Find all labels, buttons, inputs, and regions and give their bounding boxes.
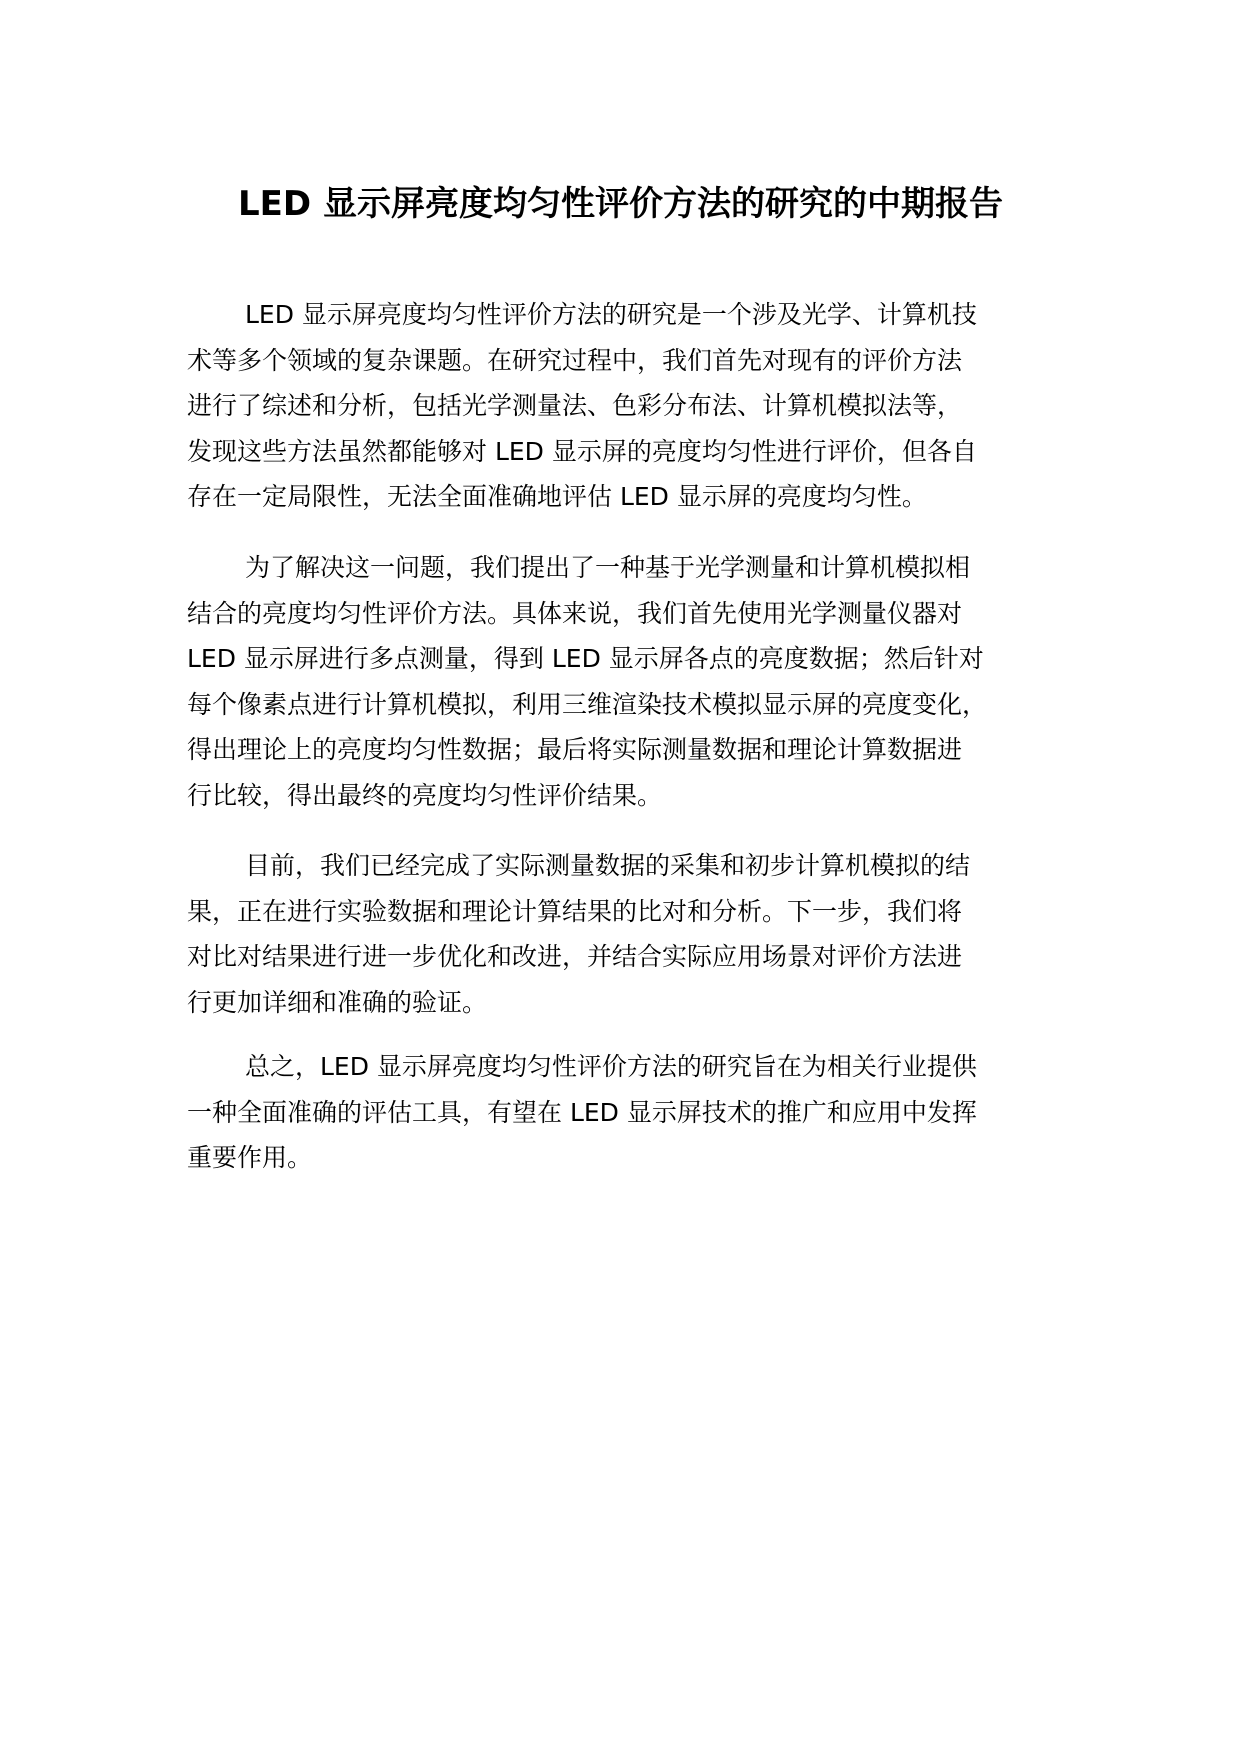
paragraph-line: 重要作用。 [187,1143,313,1173]
paragraph-line: 结合的亮度均匀性评价方法。具体来说，我们首先使用光学测量仪器对 [187,598,963,628]
paragraph-line: LED 显示屏亮度均匀性评价方法的研究是一个涉及光学、计算机技 [245,300,977,329]
paragraph-line: 得出理论上的亮度均匀性数据；最后将实际测量数据和理论计算数据进 [187,735,963,765]
paragraph-line: 总之，LED 显示屏亮度均匀性评价方法的研究旨在为相关行业提供 [245,1052,977,1081]
paragraph-1 [187,292,977,520]
paragraph-2 [187,545,987,819]
paragraph-line: 每个像素点进行计算机模拟，利用三维渲染技术模拟显示屏的亮度变化， [187,689,988,719]
document-title: LED 显示屏亮度均匀性评价方法的研究的中期报告 [238,184,1003,224]
paragraph-line: 果，正在进行实验数据和理论计算结果的比对和分析。下一步，我们将 [187,896,963,926]
paragraph-line: LED 显示屏进行多点测量，得到 LED 显示屏各点的亮度数据；然后针对 [187,644,984,674]
paragraph-line: 存在一定局限性，无法全面准确地评估 LED 显示屏的亮度均匀性。 [187,482,927,512]
paragraph-line: 进行了综述和分析，包括光学测量法、色彩分布法、计算机模拟法等， [187,391,963,421]
paragraph-line: 行比较，得出最终的亮度均匀性评价结果。 [187,780,663,810]
paragraph-line: 为了解决这一问题，我们提出了一种基于光学测量和计算机模拟相 [245,553,971,582]
paragraph-line: 发现这些方法虽然都能够对 LED 显示屏的亮度均匀性进行评价，但各自 [187,436,977,466]
paragraph-line: 目前，我们已经完成了实际测量数据的采集和初步计算机模拟的结 [245,851,971,880]
paragraph-line: 对比对结果进行进一步优化和改进，并结合实际应用场景对评价方法进 [187,942,963,972]
paragraph-line: 行更加详细和准确的验证。 [187,987,488,1017]
paragraph-line: 一种全面准确的评估工具，有望在 LED 显示屏技术的推广和应用中发挥 [187,1097,977,1127]
paragraph-line: 术等多个领域的复杂课题。在研究过程中，我们首先对现有的评价方法 [187,345,963,375]
paragraph-3 [187,843,970,1025]
paragraph-4 [187,1044,977,1181]
